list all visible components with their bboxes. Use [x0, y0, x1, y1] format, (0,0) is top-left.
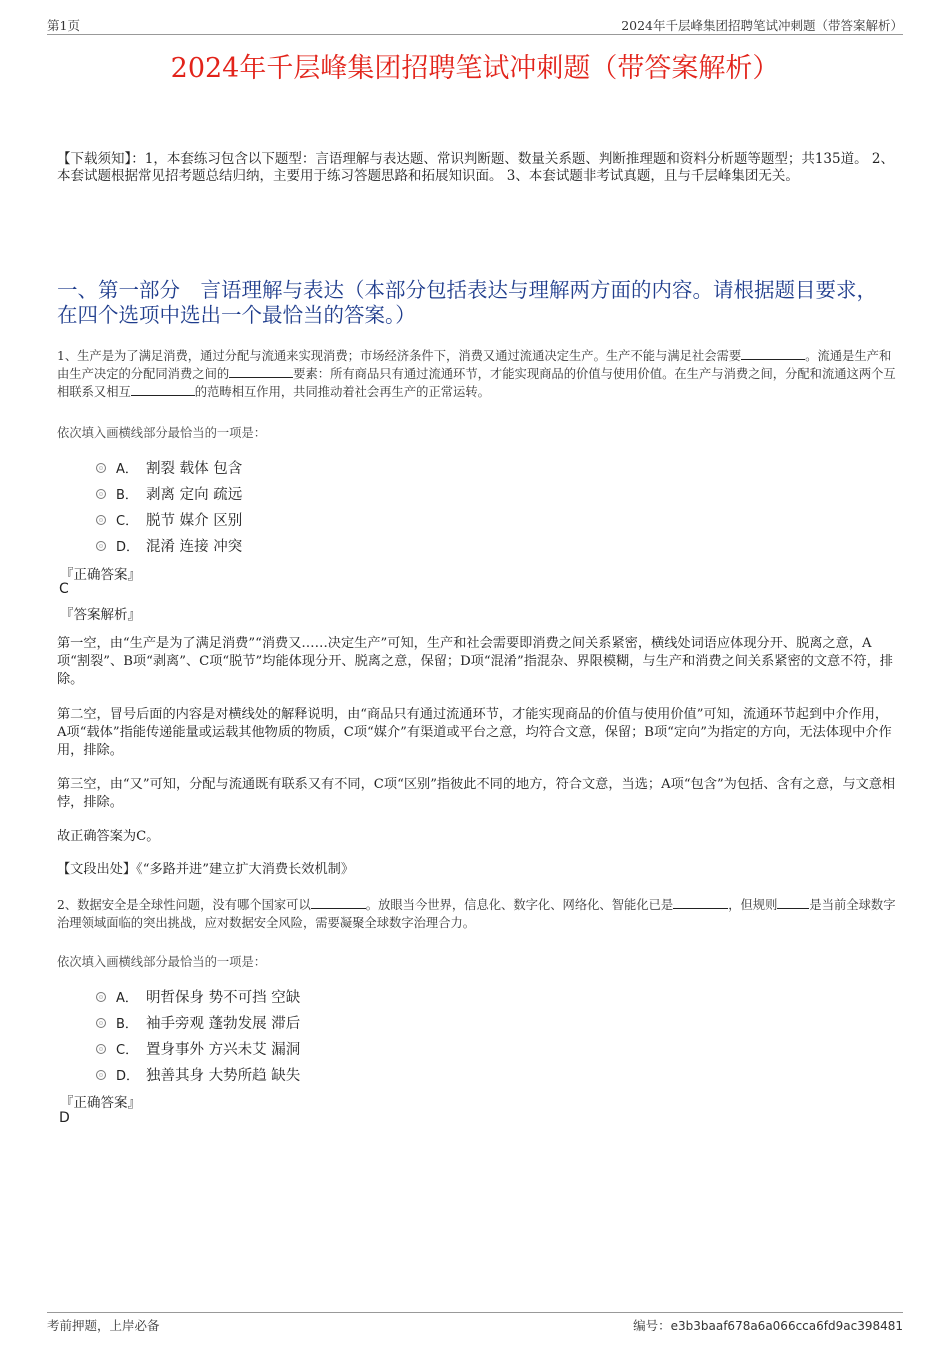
question-1-stem: 1、生产是为了满足消费，通过分配与流通来实现消费；市场经济条件下，消费又通过流通决定生产。生产不能与满足社会需要 。流通是生产和由生产决定的分配同消费之间的 要素：所有商品只有通过流通环节，才能实现商品的价值与使用价值。在生产与消费之间，分配和流通这两个互相联系又相互 的范畴相互作用，共同推动着社会再生产的正常运转。: [57, 349, 896, 399]
q2-option-b[interactable]: B． 袖手旁观 蓬勃发展 滞后: [96, 1012, 300, 1033]
fill-blank: [131, 384, 195, 396]
q1-answer-label: 『正确答案』: [60, 567, 141, 583]
q1-option-b[interactable]: B． 剥离 定向 疏远: [96, 483, 242, 504]
q1-source: 【文段出处】《“多路并进”建立扩大消费长效机制》: [57, 862, 355, 877]
q2-option-c[interactable]: C． 置身事外 方兴未艾 漏洞: [96, 1038, 300, 1059]
page-footer: [47, 1312, 903, 1335]
radio-icon[interactable]: [96, 1044, 106, 1054]
q2-answer-label: 『正确答案』: [60, 1095, 141, 1111]
download-notice: 【下载须知】：1，本套练习包含以下题型：言语理解与表达题、常识判断题、数量关系题、判断推理题和资料分析题等题型；共135道。 2、本套试题根据常见招考题总结归纳，主要用于练习答题思路和拓展知识面。 3、本套试题非考试真题，且与千层峰集团无关。: [57, 151, 894, 184]
fill-blank: [673, 897, 728, 909]
header-doc-title: 2024年千层峰集团招聘笔试冲刺题（带答案解析）: [621, 18, 903, 33]
radio-icon[interactable]: [96, 992, 106, 1002]
page-header: [47, 14, 903, 35]
q1-analysis-1: 第一空，由“生产是为了满足消费”“消费又……决定生产”可知，生产和社会需要即消费之间关系紧密，横线处词语应体现分开、脱离之意，A项“割裂”、B项“剥离”、C项“脱节”均能体现分开、脱离之意，保留；D项“混淆”指混杂、界限模糊，与生产和消费之间关系紧密的文意不符，排除。: [57, 636, 893, 687]
footer-slogan: 考前押题，上岸必备: [47, 1318, 160, 1333]
q2-option-a[interactable]: A． 明哲保身 势不可挡 空缺: [96, 986, 300, 1007]
q2-answer: D: [59, 1110, 70, 1126]
question-2-stem: 2、数据安全是全球性问题，没有哪个国家可以 。放眼当今世界，信息化、数字化、网络化、智能化已是 ，但规则 是当前全球数字治理领域面临的突出挑战，应对数据安全风险，需要凝聚全球数字治理合力。: [57, 898, 896, 930]
radio-icon[interactable]: [96, 1070, 106, 1080]
fill-blank: [229, 366, 293, 378]
q1-answer: C: [59, 581, 69, 597]
fill-blank: [741, 348, 805, 360]
radio-icon[interactable]: [96, 515, 106, 525]
radio-icon[interactable]: [96, 541, 106, 551]
radio-icon[interactable]: [96, 489, 106, 499]
q1-conclusion: 故正确答案为C。: [57, 829, 160, 844]
fill-blank: [777, 897, 809, 909]
q1-analysis-3: 第三空，由“又”可知，分配与流通既有联系又有不同，C项“区别”指彼此不同的地方，符合文意，当选；A项“包含”为包括、含有之意，与文意相悖，排除。: [57, 777, 896, 810]
fill-blank: [311, 897, 366, 909]
question-2-prompt: 依次填入画横线部分最恰当的一项是：: [57, 955, 267, 969]
page-number: 第1页: [47, 18, 80, 33]
footer-code: 编号：e3b3baaf678a6a066cca6fd9ac398481: [633, 1318, 903, 1333]
radio-icon[interactable]: [96, 1018, 106, 1028]
document-title: 2024年千层峰集团招聘笔试冲刺题（带答案解析）: [170, 53, 780, 84]
q1-option-d[interactable]: D． 混淆 连接 冲突: [96, 535, 242, 556]
question-1-prompt: 依次填入画横线部分最恰当的一项是：: [57, 426, 267, 440]
q1-option-c[interactable]: C． 脱节 媒介 区别: [96, 509, 242, 530]
section-heading: 一、第一部分 言语理解与表达（本部分包括表达与理解两方面的内容。请根据题目要求，在四个选项中选出一个最恰当的答案。）: [57, 278, 877, 327]
q2-option-d[interactable]: D． 独善其身 大势所趋 缺失: [96, 1064, 300, 1085]
q1-option-a[interactable]: A． 割裂 载体 包含: [96, 457, 242, 478]
q1-analysis-2: 第二空，冒号后面的内容是对横线处的解释说明，由“商品只有通过流通环节，才能实现商品的价值与使用价值”可知，流通环节起到中介作用，A项“载体”指能传递能量或运载其他物质的物质，C项“媒介”有渠道或平台之意，均符合文意，保留；B项“定向”为指定的方向，无法体现中介作用，排除。: [57, 707, 892, 758]
q1-analysis-label: 『答案解析』: [60, 607, 141, 623]
radio-icon[interactable]: [96, 463, 106, 473]
